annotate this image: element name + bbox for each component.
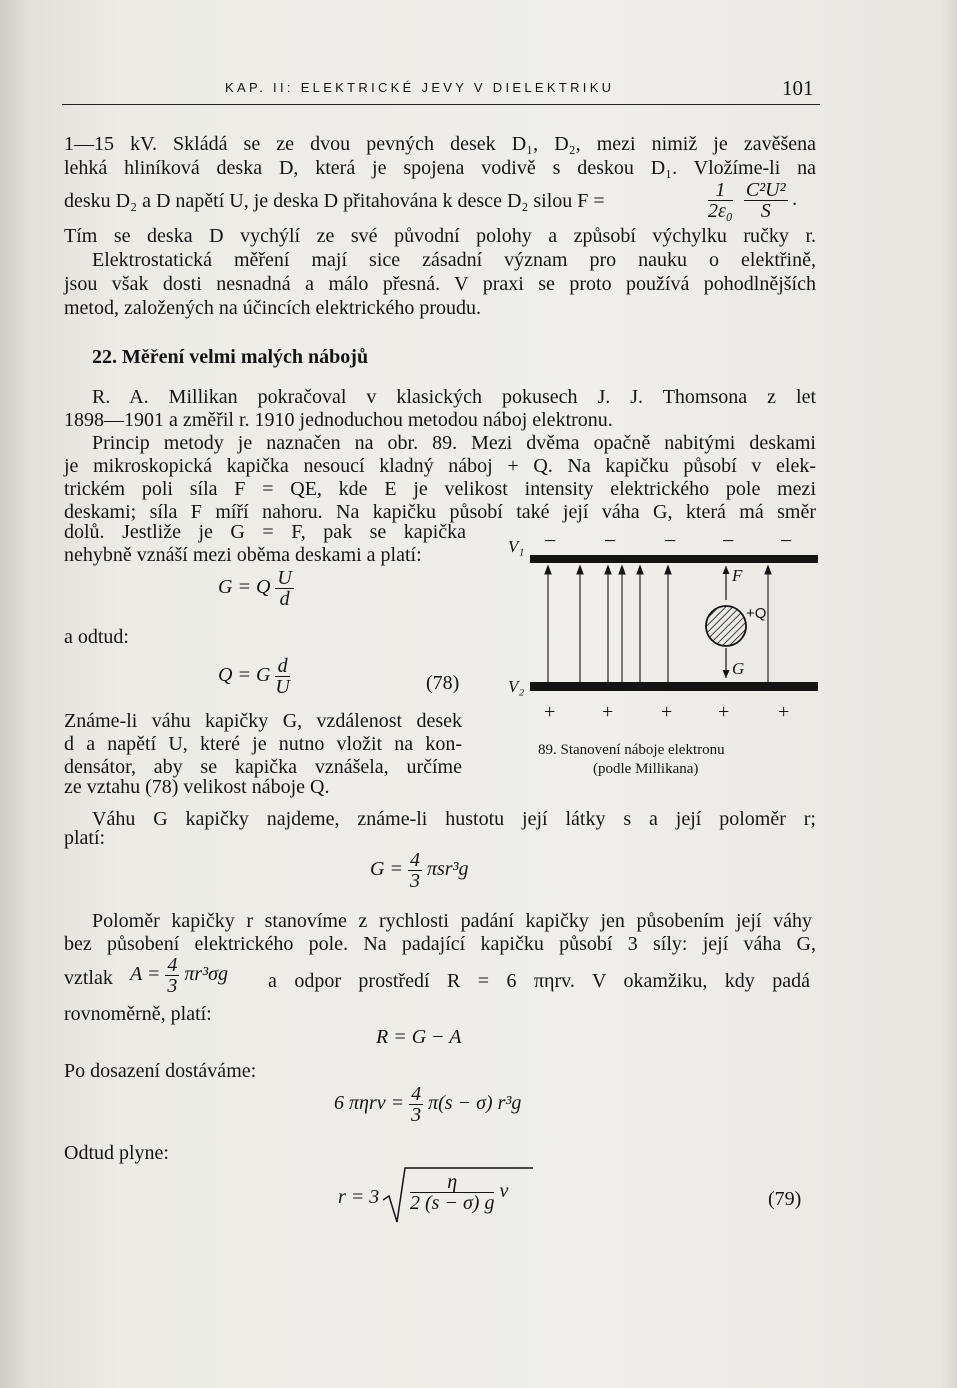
text-line: rovnoměrně, platí:	[64, 1003, 212, 1025]
positive-charge: +	[718, 701, 730, 723]
equation-substitution: 6 πηrv = $\frac{4}{3}$ π(s − σ) r³g	[334, 1083, 522, 1126]
equation-79-lhs: r = 3	[338, 1186, 380, 1208]
equation-79-root: $\frac{\eta}{2 (s - \sigma) g}$ v	[410, 1171, 509, 1214]
text-line: 1898—1901 a změřil r. 1910 jednoduchou metodou náboj elektronu.	[64, 409, 613, 431]
text-line: metod, založených na účincích elektrického proudu.	[64, 297, 482, 319]
text-line: jsou však dosti nesnadná a málo přesná. V praxi se proto používá pohodlnějších	[64, 273, 816, 295]
figure-caption: 89. Stanovení náboje elektronu	[538, 742, 725, 758]
positive-charge: +	[602, 701, 614, 723]
text-line: Po dosazení dostáváme:	[64, 1060, 257, 1082]
label-charge: +Q	[746, 605, 767, 622]
text-line: ze vztahu (78) velikost náboje Q.	[64, 776, 330, 798]
force-formula: $\frac{1}{\text{2ε₀}}$ $\frac{\text{C²U²}}{S}$ .	[708, 179, 798, 222]
page-number: 101	[782, 76, 814, 100]
text-line: d a napětí U, které je nutno vložit na kon-	[64, 733, 462, 755]
text-line: densátor, aby se kapička vznášela, určíme	[64, 756, 462, 778]
label-v1: V₁	[508, 537, 525, 556]
text-line: platí:	[64, 827, 106, 849]
negative-charge: −	[664, 528, 677, 553]
figure-caption-sub: (podle Millikana)	[593, 761, 699, 777]
text-line: 1—15 kV. Skládá se ze dvou pevných desek D₁, D₂, mezi nimiž je zavěšena	[64, 133, 816, 155]
label-force: F	[732, 566, 743, 585]
text-line: Princip metody je naznačen na obr. 89. Mezi dvěma opačně nabitými deskami	[92, 432, 816, 454]
equation-buoyancy: A = $\frac{4}{3}$ πr³σg	[130, 954, 229, 997]
bottom-plate	[530, 682, 818, 691]
text-line: Tím se deska D vychýlí ze své původní polohy a způsobí výchylku ručky r.	[64, 225, 816, 247]
text-line: nehybně vznáší mezi oběma deskami a platí:	[64, 544, 422, 566]
equation-weight: G = $\frac{4}{3}$ πsr³g	[370, 849, 469, 892]
equation-78: Q = G $\frac{d}{U}$	[218, 655, 290, 698]
text-line: Poloměr kapičky r stanovíme z rychlosti padání kapičky jen působením její váhy	[92, 910, 812, 932]
text-line: dolů. Jestliže je G = F, pak se kapička	[64, 521, 466, 543]
text-line: vztlak	[64, 967, 113, 989]
text-line: a odtud:	[64, 626, 129, 648]
text-line: R. A. Millikan pokračoval v klasických pokusech J. J. Thomsona z let	[92, 386, 816, 408]
equation-number: (79)	[768, 1188, 802, 1210]
droplet	[706, 606, 746, 646]
text-line: deskami; síla F míří nahoru. Na kapičku působí také její váha G, která má směr	[64, 501, 816, 523]
negative-charge: −	[722, 528, 735, 553]
negative-charge: −	[780, 528, 793, 553]
negative-charge: −	[544, 528, 557, 553]
equation-number: (78)	[426, 672, 460, 694]
text-line: Elektrostatická měření mají sice zásadní význam pro nauku o elektřině,	[92, 249, 816, 271]
equation-g: G = Q $\frac{U}{d}$	[218, 567, 292, 610]
text-line: je mikroskopická kapička nesoucí kladný náboj + Q. Na kapičku působí v elek-	[64, 455, 816, 477]
header-rule	[62, 104, 820, 105]
text-line: Odtud plyne:	[64, 1142, 169, 1164]
text-line: Váhu G kapičky najdeme, známe-li hustotu její látky s a její poloměr r;	[92, 808, 816, 830]
section-heading: 22. Měření velmi malých nábojů	[92, 346, 369, 368]
positive-charge: +	[778, 701, 790, 723]
equation-forces: R = G − A	[376, 1026, 462, 1048]
running-header: KAP. II: ELEKTRICKÉ JEVY V DIELEKTRIKU	[225, 80, 615, 95]
text-line: desku D₂ a D napětí U, je deska D přitahována k desce D₂ silou F =	[64, 190, 605, 212]
force-arrow-head	[723, 566, 730, 574]
bottom-charges	[544, 701, 789, 723]
negative-charge: −	[604, 528, 617, 553]
positive-charge: +	[544, 701, 556, 723]
top-plate	[530, 555, 818, 563]
top-charges	[544, 528, 792, 553]
positive-charge: +	[661, 701, 673, 723]
label-weight: G	[732, 659, 745, 678]
label-v2: V₂	[508, 677, 525, 696]
text-line: lehká hliníková deska D, která je spojena vodivě s deskou D₁. Vložíme-li na	[64, 157, 816, 179]
millikan-figure	[500, 528, 830, 728]
weight-arrow-head	[723, 670, 730, 678]
text-line: bez působení elektrického pole. Na padající kapičku působí 3 síly: její váha G,	[64, 933, 816, 955]
text-line: a odpor prostředí R = 6 πηrv. V okamžiku, kdy padá	[268, 970, 810, 992]
text-line: trickém poli síla F = QE, kde E je velikost intensity elektrického pole mezi	[64, 478, 816, 500]
text-line: Známe-li váhu kapičky G, vzdálenost desek	[64, 710, 462, 732]
